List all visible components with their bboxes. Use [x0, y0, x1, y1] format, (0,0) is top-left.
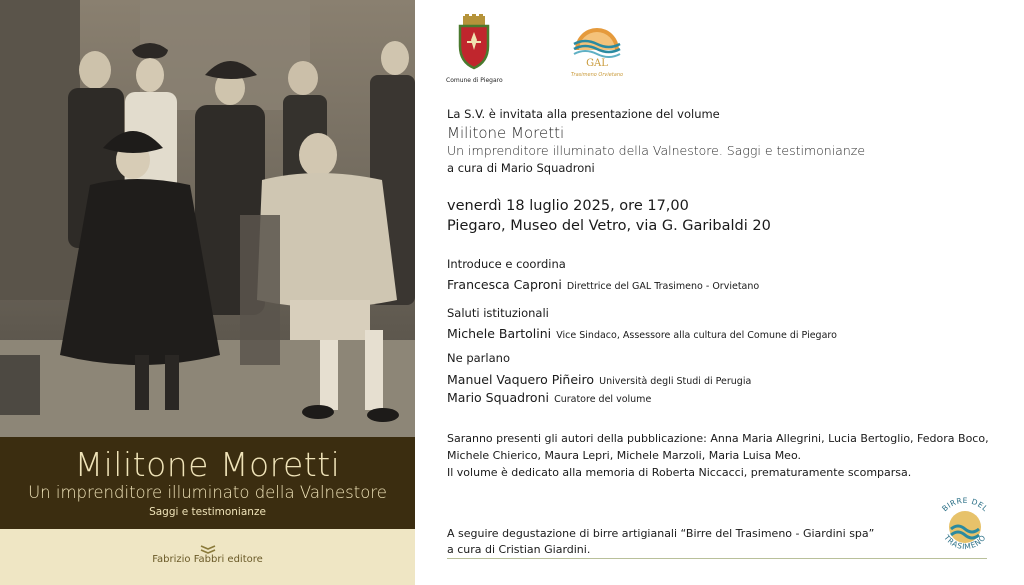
birre-top-text: BIRRE DEL — [940, 495, 990, 514]
publisher-logo-icon — [0, 540, 415, 552]
book-title: Militone Moretti — [447, 124, 565, 142]
speaker-name: Manuel Vaquero Piñeiro — [447, 372, 595, 387]
cover-subtitle-2: Saggi e testimonianze — [149, 506, 266, 518]
event-place: Piegaro, Museo del Vetro, via G. Garibaldi 20 — [447, 218, 771, 234]
speaker-name: Michele Bartolini — [447, 326, 552, 341]
birre-trasimeno-logo — [930, 494, 1000, 558]
comune-piegaro-logo — [446, 14, 502, 85]
book-cover — [0, 0, 415, 585]
speaker-row — [447, 323, 837, 342]
notes-line: Michele Chierico, Maura Lepri, Michele Marzoli, Maria Luisa Meo. — [447, 449, 801, 462]
invite-intro: La S.V. è invitata alla presentazione del volume — [447, 107, 720, 121]
cover-photo — [0, 0, 415, 437]
publisher-name: Fabrizio Fabbri editore — [152, 554, 263, 565]
speaker-role: Università degli Studi di Perugia — [599, 376, 752, 387]
cover-title-band — [0, 437, 415, 529]
footer-line: a cura di Cristian Giardini. — [447, 543, 591, 556]
speaker-role: Direttrice del GAL Trasimeno - Orvietano — [566, 281, 760, 292]
piegaro-caption: Comune di Piegaro — [446, 77, 503, 84]
gal-subtitle: Trasimeno Orvietano — [570, 72, 624, 78]
svg-text:BIRRE DEL — [940, 496, 990, 513]
speaker-role: Curatore del volume — [554, 394, 652, 405]
birre-logo-icon — [930, 494, 1000, 558]
publisher-area — [0, 529, 415, 585]
speaker-row — [447, 387, 651, 406]
section-heading: Introduce e coordina — [447, 257, 566, 271]
book-editor: a cura di Mario Squadroni — [447, 161, 595, 175]
section-heading: Saluti istituzionali — [447, 306, 549, 320]
cover-title: Militone Moretti — [74, 445, 341, 484]
notes-line: Il volume è dedicato alla memoria di Roberta Niccacci, prematuramente scomparsa. — [447, 466, 912, 479]
speaker-row — [447, 369, 751, 388]
birre-bottom-text: TRASIMENO — [942, 533, 988, 552]
speaker-name: Francesca Caproni — [447, 277, 562, 292]
coat-of-arms-icon — [454, 14, 494, 72]
speaker-role: Vice Sindaco, Assessore alla cultura del Comune di Piegaro — [556, 330, 837, 341]
cover-subtitle: Un imprenditore illuminato della Valnestore — [28, 483, 387, 502]
speaker-name: Mario Squadroni — [447, 390, 549, 405]
speaker-row — [447, 274, 759, 293]
notes-line: Saranno presenti gli autori della pubblicazione: Anna Maria Allegrini, Lucia Bertoglio, Fedora Boco, — [447, 432, 989, 445]
sepia-group-photo — [0, 0, 415, 437]
gal-logo — [568, 14, 630, 86]
footer-divider — [447, 558, 987, 559]
book-subtitle: Un imprenditore illuminato della Valnestore. Saggi e testimonianze — [447, 143, 866, 158]
footer-line: A seguire degustazione di birre artigianali “Birre del Trasimeno - Giardini spa” — [447, 527, 875, 540]
gal-sun-icon — [568, 14, 626, 58]
section-heading: Ne parlano — [447, 351, 510, 365]
event-date: venerdì 18 luglio 2025, ore 17,00 — [447, 198, 689, 214]
gal-name: GAL — [586, 58, 608, 69]
